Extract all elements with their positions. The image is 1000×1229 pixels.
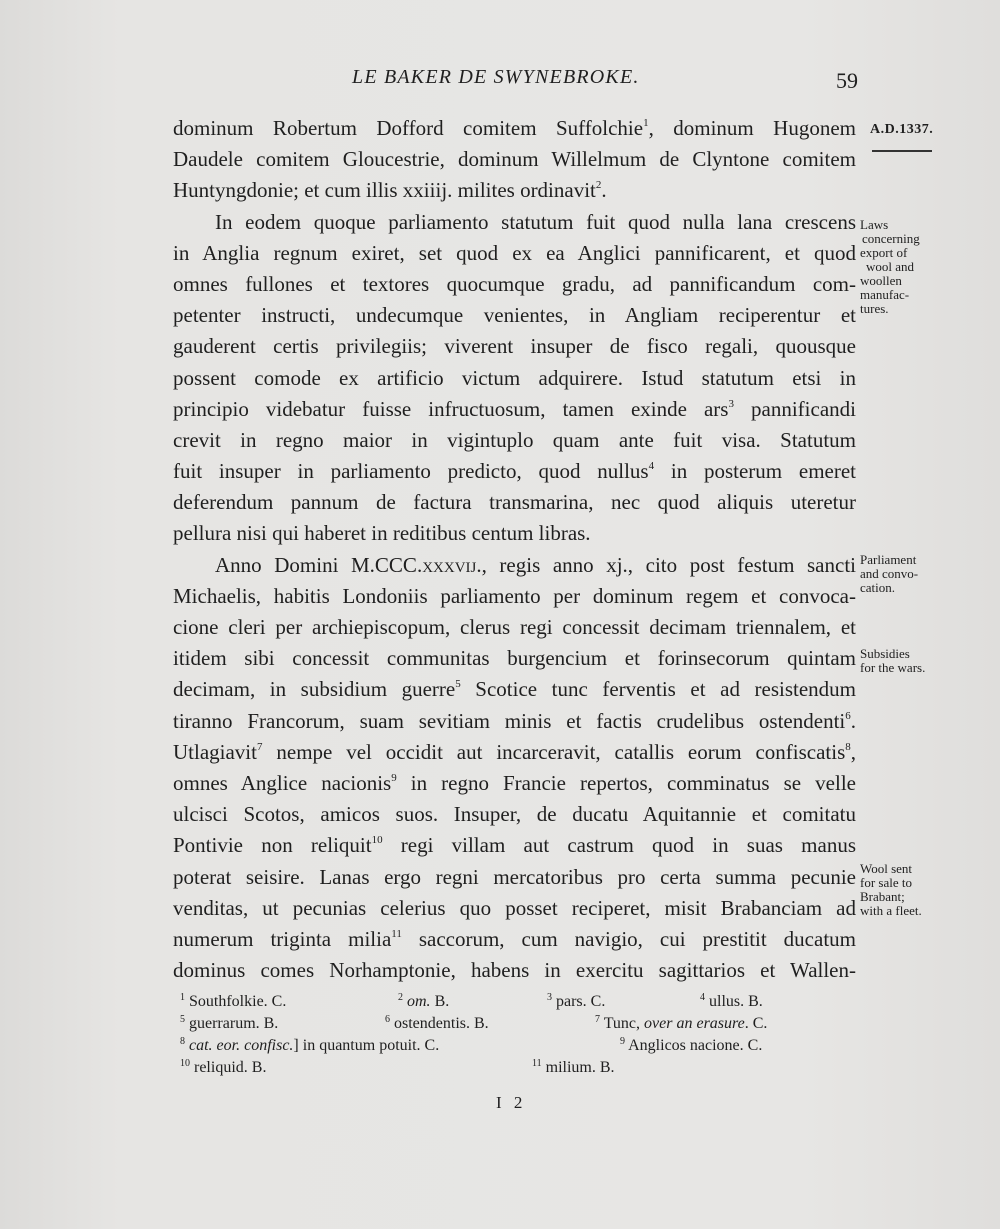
text-line: fuit insuper in parliamento predicto, quod nullus$^4$ in posterum emeret bbox=[173, 459, 856, 484]
footnote: $^5$ guerrarum. B. bbox=[180, 1014, 279, 1032]
footnote-ref: 2 bbox=[595, 179, 602, 192]
margin-note-line: cation. bbox=[860, 580, 896, 595]
margin-date-rule bbox=[872, 150, 932, 152]
margin-note-line: Subsidies bbox=[860, 646, 910, 661]
text-line: venditas, ut pecunias celerius quo posset reciperet, misit Brabanciam ad bbox=[173, 895, 856, 920]
margin-note-line: concerning bbox=[862, 231, 920, 246]
text-line: itidem sibi concessit communitas burgencium et forinsecorum quintam bbox=[173, 646, 856, 671]
text-line: in Anglia regnum exiret, set quod ex ea Anglici pannificarent, et quod bbox=[173, 240, 856, 265]
text-line: dominus comes Norhamptonie, habens in exercitu sagittarios et Wallen- bbox=[173, 958, 856, 983]
footnote: $^9$ Anglicos nacione. C. bbox=[620, 1036, 763, 1054]
page-number: 59 bbox=[836, 68, 858, 93]
signature-mark: I 2 bbox=[496, 1093, 527, 1112]
footnote: $^6$ ostendentis. B. bbox=[385, 1014, 489, 1032]
footnote: $^3$ pars. C. bbox=[547, 992, 606, 1010]
text-line: Huntyngdonie; et cum illis xxiiij. milites ordinavit$^2$. bbox=[173, 178, 607, 203]
margin-note-line: and convo- bbox=[860, 566, 919, 581]
text-line: deferendum pannum de factura transmarina, nec quod aliquis uteretur bbox=[173, 490, 856, 515]
margin-note-line: Brabant; bbox=[860, 889, 905, 904]
margin-note-wool bbox=[860, 862, 965, 918]
text-line: pellura nisi qui haberet in reditibus centum libras. bbox=[173, 521, 591, 546]
footnote-ref: 9 bbox=[391, 771, 397, 784]
margin-note-line: Parliament bbox=[860, 552, 917, 567]
running-title: LE BAKER DE SWYNEBROKE. bbox=[352, 66, 640, 88]
text-line: Utlagiavit$^7$ nempe vel occidit aut incarceravit, catallis eorum confiscatis$^8$, bbox=[173, 739, 856, 764]
margin-note-line: Wool sent bbox=[860, 861, 913, 876]
text-line: tiranno Francorum, suam sevitiam minis et factis crudelibus ostendenti$^6$. bbox=[173, 708, 856, 733]
text-line: Daudele comitem Gloucestrie, dominum Willelmum de Clyntone comitem bbox=[173, 147, 856, 172]
footnote: $^7$ Tunc, over an erasure. C. bbox=[595, 1014, 768, 1032]
text-line: ulcisci Scotos, amicos suos. Insuper, de ducatu Aquitannie et comitatu bbox=[173, 802, 856, 827]
text-line: dominum Robertum Dofford comitem Suffolchie$^1$, dominum Hugonem bbox=[173, 116, 856, 140]
footnote-ref: 5 bbox=[455, 678, 461, 691]
margin-note-parliament bbox=[860, 553, 965, 595]
margin-note-line: for sale to bbox=[860, 875, 912, 890]
footnote-ref: 1 bbox=[643, 117, 649, 129]
margin-note-line: with a fleet. bbox=[860, 903, 922, 918]
text-line: omnes fullones et textores quocumque gradu, ad pannificandum com- bbox=[173, 271, 856, 296]
text-line: numerum triginta milia$^{11}$ saccorum, cum navigio, cui prestitit ducatum bbox=[173, 926, 856, 951]
text-line: poterat seisire. Lanas ergo regni mercatoribus pro certa summa pecunie bbox=[173, 864, 856, 889]
text-line: petenter instructi, undecumque venientes, in Angliam reciperentur et bbox=[173, 303, 856, 328]
text-line: principio videbatur fuisse infructuosum, tamen exinde ars$^3$ pannificandi bbox=[173, 396, 856, 421]
footnote-ref: 8 bbox=[845, 740, 851, 753]
text-line: In eodem quoque parliamento statutum fuit quod nulla lana crescens bbox=[215, 209, 856, 234]
footnote: $^2$ om. B. bbox=[398, 992, 450, 1010]
footnote-ref: 3 bbox=[728, 397, 734, 410]
footnote-ref: 6 bbox=[845, 709, 851, 722]
text-line: cione cleri per archiepiscopum, clerus regi concessit decimam triennalem, et bbox=[173, 615, 856, 639]
margin-note-line: manufac- bbox=[860, 287, 910, 302]
footnote-ref: 10 bbox=[371, 834, 383, 847]
margin-date: A.D.1337. bbox=[870, 122, 934, 137]
margin-note-line: export of bbox=[860, 245, 908, 260]
main-text bbox=[173, 113, 856, 986]
text-line: Michaelis, habitis Londoniis parliamento per dominum regem et convoca- bbox=[173, 583, 856, 608]
page-header bbox=[0, 66, 1000, 100]
margin-note-line: tures. bbox=[860, 301, 889, 316]
margin-note-line: Laws bbox=[860, 217, 889, 232]
footnote: $^8$ cat. eor. confisc.] in quantum potuit. C. bbox=[180, 1036, 440, 1054]
margin-note-line: for the wars. bbox=[860, 660, 926, 675]
text-line: omnes Anglice nacionis$^9$ in regno Francie repertos, comminatus se velle bbox=[173, 770, 856, 795]
footnote-ref: 7 bbox=[256, 740, 263, 753]
margin-note-laws bbox=[860, 218, 965, 316]
text-line: possent comode ex artificio victum adquirere. Istud statutum etsi in bbox=[173, 365, 856, 390]
footnote-ref: 11 bbox=[391, 927, 402, 940]
footnote: $^4$ ullus. B. bbox=[700, 992, 763, 1010]
footnote: $^{11}$ milium. B. bbox=[532, 1058, 615, 1076]
margin-note-line: woollen bbox=[860, 273, 902, 288]
text-line: Anno Domini M.CCC.xxxvij., regis anno xj., cito post festum sancti bbox=[215, 552, 856, 577]
text-line: Pontivie non reliquit$^{10}$ regi villam aut castrum quod in suas manus bbox=[173, 833, 856, 858]
text-line: decimam, in subsidium guerre$^5$ Scotice tunc ferventis et ad resistendum bbox=[173, 677, 856, 702]
text-line: gauderent certis privilegiis; viverent insuper de fisco regali, quousque bbox=[173, 334, 856, 359]
text-line: crevit in regno maior in vigintuplo quam ante fuit visa. Statutum bbox=[173, 427, 856, 452]
margin-note-subsidies bbox=[860, 647, 965, 675]
footnote: $^{10}$ reliquid. B. bbox=[180, 1058, 267, 1076]
footnote: $^1$ Southfolkie. C. bbox=[180, 992, 287, 1010]
margin-note-line: wool and bbox=[866, 259, 915, 274]
footnote-ref: 4 bbox=[648, 460, 655, 473]
